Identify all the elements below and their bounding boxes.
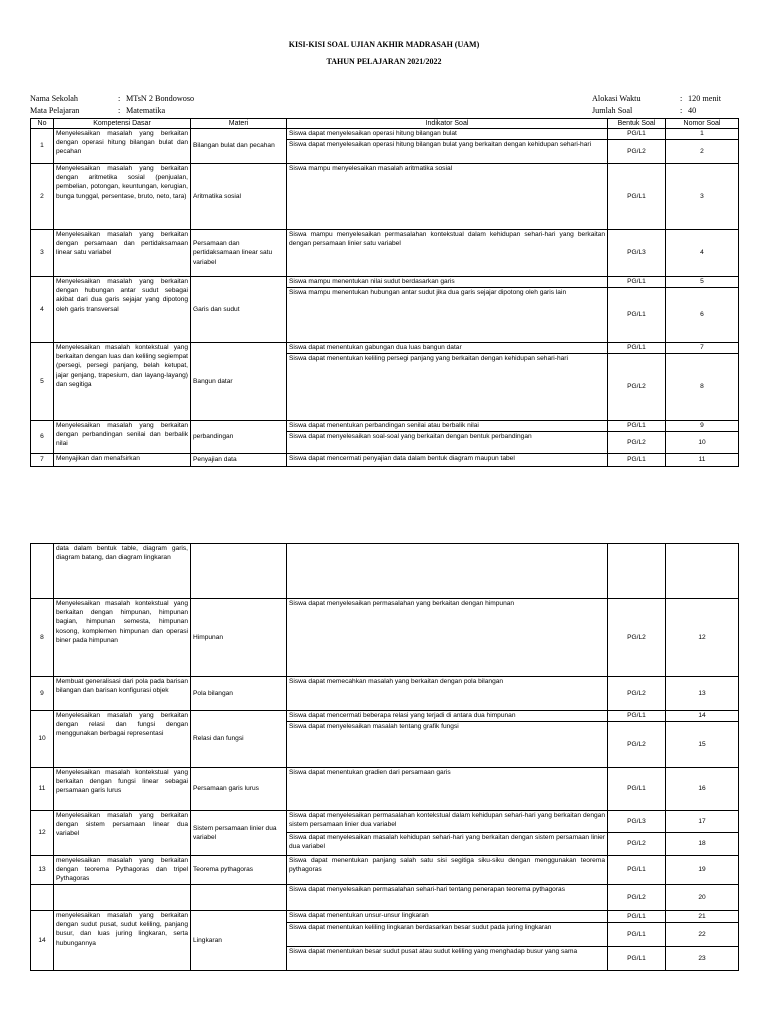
materi-cell [191,454,287,467]
nomor-cell [666,711,739,722]
materi-cell-text: Bilangan bulat dan pecahan [193,142,275,150]
document-title: KISI-KISI SOAL UJIAN AKHIR MADRASAH (UAM) [288,40,480,49]
indikator-cell [287,288,608,343]
no-cell [31,421,54,454]
bentuk-cell-text: PG/L1 [627,954,646,962]
nomor-cell [666,599,739,677]
indikator-cell-text: Siswa mampu menyelesaikan masalah aritmatika sosial [289,165,453,172]
materi-cell [191,129,287,164]
no-cell-text: 4 [40,305,44,313]
nomor-cell-text: 10 [698,438,706,446]
materi-cell [191,711,287,768]
kd-cell-text: Menyelesaikan masalah yang berkaitan dengan relasi dan fungsi dengan menggunakan berbagai representasi [56,712,188,738]
no-cell [31,544,54,599]
no-cell [31,230,54,277]
nomor-cell [666,288,739,343]
indikator-cell-text: Siswa dapat menentukan gabungan dua luas bangun datar [289,344,462,351]
materi-cell-text: Bangun datar [193,377,233,385]
nomor-cell-text: 18 [698,840,706,848]
table-row [31,343,739,354]
no-cell [31,164,54,230]
materi-cell-text: Penyajian data [193,456,237,464]
indikator-cell-text: Siswa dapat menyelesaikan masalah tentang grafik fungsi [289,723,459,730]
indikator-cell [287,354,608,421]
kd-cell [54,677,191,711]
indikator-cell-text: Siswa dapat menyelesaikan permasalahan sehari-hari tentang penerapan teorema pythagoras [289,886,566,893]
no-cell [31,677,54,711]
kd-cell [54,856,191,885]
kd-cell-text: Menyelesaikan masalah yang berkaitan dengan perbandingan senilai dan berbalik nilai [56,422,188,448]
nomor-cell-text: 13 [698,689,706,697]
bentuk-cell [608,599,666,677]
indikator-cell [287,923,608,947]
bentuk-cell [608,288,666,343]
materi-cell-text: Relasi dan fungsi [193,735,244,743]
materi-cell-text: Persamaan garis lurus [193,785,259,793]
subject-label: Mata Pelajaran [30,106,80,115]
kd-cell [54,911,191,971]
nomor-cell [666,230,739,277]
document-subtitle: TAHUN PELAJARAN 2021/2022 [326,57,442,66]
bentuk-cell [608,923,666,947]
indikator-cell [287,129,608,140]
table-row [31,677,739,711]
no-cell-text: 2 [40,192,44,200]
indikator-cell [287,722,608,768]
nomor-cell-text: 19 [698,866,706,874]
no-cell-text: 3 [40,249,44,257]
nomor-cell-text: 14 [698,712,706,720]
indikator-cell-text: Siswa dapat menyelesaikan permasalahan yang berkaitan dengan himpunan [289,600,515,607]
kd-cell-text: menyelesaikan masalah yang berkaitan dengan sudut pusat, sudut keliling, panjang busur, dan luas juring lingkaran, serta hubungannya [56,912,188,947]
indikator-cell-text: Siswa dapat menyelesaikan permasalahan kontekstual dalam kehidupan sehari-hari yang berkaitan dengan sistem persamaan linier dua variabel [289,812,605,829]
no-cell-text: 5 [40,377,44,385]
bentuk-cell-text: PG/L2 [627,840,646,848]
bentuk-cell-text: PG/L2 [627,893,646,901]
bentuk-cell [608,856,666,885]
materi-cell [191,164,287,230]
table-row [31,129,739,140]
materi-cell [191,544,287,599]
bentuk-cell [608,129,666,140]
indikator-cell [287,811,608,833]
bentuk-cell-text: PG/L1 [627,311,646,319]
bentuk-cell [608,947,666,971]
indikator-cell [287,768,608,811]
table-row [31,164,739,230]
indikator-cell-text: Siswa dapat menentukan keliling persegi panjang yang berkaitan dengan kehidupan sehari-hari [289,355,568,362]
table-header-row [31,119,739,129]
time-label: Alokasi Waktu [592,94,641,103]
subject-value: Matematika [126,106,166,115]
bentuk-cell [608,885,666,911]
no-cell [31,885,54,911]
table-part-2 [30,543,739,971]
table-row [31,811,739,833]
nomor-cell [666,768,739,811]
kd-cell [54,343,191,421]
no-cell [31,711,54,768]
table-row [31,454,739,467]
materi-cell-text: Persamaan dan pertidaksamaan linear satu variabel [193,240,273,266]
bentuk-cell-text: PG/L1 [627,456,646,464]
table-part-1 [30,118,739,467]
no-cell-text: 13 [38,866,46,874]
materi-cell [191,277,287,343]
materi-cell [191,343,287,421]
nomor-cell-text: 23 [698,954,706,962]
count-label: Jumlah Soal [592,106,633,115]
nomor-cell-text: 6 [700,311,704,319]
header-bentuk-soal: Bentuk Soal [608,119,666,129]
materi-cell-text: Himpunan [193,633,224,641]
nomor-cell [666,277,739,288]
indikator-cell-text: Siswa dapat menentukan gradien dari persamaan garis [289,769,451,776]
nomor-cell-text: 20 [698,893,706,901]
table-row [31,885,739,911]
bentuk-cell [608,454,666,467]
materi-cell-text: Lingkaran [193,936,222,944]
indikator-cell-text: Siswa dapat menentukan panjang salah satu sisi segitiga siku-siku dengan menggunakan teorema pythagoras [289,857,605,874]
school-value: MTsN 2 Bondowoso [126,94,195,103]
indikator-cell [287,677,608,711]
indikator-cell [287,911,608,923]
materi-cell [191,811,287,856]
table-row [31,711,739,722]
no-cell [31,599,54,677]
kd-cell-text: Menyelesaikan masalah yang berkaitan dengan hubungan antar sudut sebagai akibat dari dua garis sejajar yang dipotong oleh garis transversal [56,278,188,313]
no-cell [31,277,54,343]
nomor-cell-text: 5 [700,278,704,286]
kd-cell-text: Menyelesaikan masalah kontekstual yang berkaitan dengan himpunan, himpunan bagian, himpunan semesta, himpunan kosong, komplemen himpunan dan operasi biner pada himpunan [56,600,188,644]
indikator-cell-text: Siswa dapat menyelesaikan operasi hitung bilangan bulat [289,130,457,137]
bentuk-cell-text: PG/L2 [627,383,646,391]
kd-cell [54,885,191,911]
kd-cell-text: Menyelesaikan masalah yang berkaitan dengan persamaan dan pertidaksamaan linear satu variabel [56,231,188,257]
nomor-cell [666,811,739,833]
nomor-cell [666,885,739,911]
nomor-cell [666,833,739,856]
kd-cell [54,277,191,343]
nomor-cell-text: 7 [700,344,704,352]
no-cell-text: 14 [38,936,46,944]
nomor-cell [666,856,739,885]
bentuk-cell-text: PG/L1 [627,712,646,720]
bentuk-cell-text: PG/L2 [627,438,646,446]
materi-cell [191,885,287,911]
nomor-cell-text: 12 [698,633,706,641]
kd-cell-text: Menyelesaikan masalah yang berkaitan dengan sistem persamaan linear dua variabel [56,812,188,838]
indikator-cell [287,432,608,454]
indikator-cell [287,885,608,911]
materi-cell [191,768,287,811]
kd-cell-text: Menyelesaikan masalah yang berkaitan dengan operasi hitung bilangan bulat dan pecahan [56,130,188,156]
kd-cell [54,811,191,856]
nomor-cell-text: 11 [698,456,706,464]
indikator-cell-text: Siswa dapat mencermati penyajian data dalam bentuk diagram maupun tabel [289,455,515,462]
no-cell-text: 11 [38,785,46,793]
indikator-cell-text: Siswa dapat menentukan besar sudut pusat atau sudut keliling yang menghadap busur yang sama [289,948,578,955]
bentuk-cell-text: PG/L1 [627,866,646,874]
kd-cell [54,421,191,454]
bentuk-cell-text: PG/L1 [627,130,646,138]
indikator-cell [287,599,608,677]
kd-cell-text: Menyelesaikan masalah kontekstual yang berkaitan dengan luas dan keliling segiempat (persegi, persegi panjang, belah ketupat, jajar genjang, trapesium, dan layang-layang) dan segitiga [56,344,188,388]
nomor-cell [666,722,739,768]
table-row [31,911,739,923]
bentuk-cell-text: PG/L3 [627,249,646,257]
kd-cell [54,544,191,599]
no-cell-text: 10 [38,735,46,743]
no-cell-text: 1 [40,142,44,150]
no-cell [31,768,54,811]
no-cell [31,856,54,885]
no-cell [31,129,54,164]
table-row [31,277,739,288]
indikator-cell [287,454,608,467]
bentuk-cell-text: PG/L1 [627,344,646,352]
indikator-cell [287,947,608,971]
indikator-cell-text: Siswa dapat menentukan keliling lingkaran berdasarkan besar sudut pada juring lingkaran [289,924,552,931]
bentuk-cell [608,811,666,833]
materi-cell [191,421,287,454]
bentuk-cell-text: PG/L3 [627,817,646,825]
table-row [31,421,739,432]
nomor-cell-text: 17 [698,817,706,825]
time-value: 120 menit [688,94,721,103]
header-kompetensi-dasar: Kompetensi Dasar [54,119,191,129]
table-row [31,768,739,811]
time-colon: : [680,94,683,103]
materi-cell-text: Sistem persamaan linier dua variabel [193,824,277,841]
nomor-cell-text: 2 [700,147,704,155]
indikator-cell-text: Siswa mampu menentukan nilai sudut berdasarkan garis [289,278,455,285]
nomor-cell-text: 21 [698,912,706,920]
materi-cell-text: Aritmatika sosial [193,192,242,200]
nomor-cell [666,432,739,454]
table-row [31,856,739,885]
indikator-cell [287,140,608,164]
bentuk-cell [608,722,666,768]
materi-cell [191,677,287,711]
table-row [31,544,739,599]
nomor-cell-text: 15 [698,740,706,748]
nomor-cell [666,454,739,467]
school-colon: : [118,94,121,103]
indikator-cell [287,343,608,354]
nomor-cell-text: 22 [698,930,706,938]
no-cell [31,811,54,856]
kd-cell [54,454,191,467]
nomor-cell [666,677,739,711]
nomor-cell [666,343,739,354]
no-cell-text: 7 [40,456,44,464]
kd-cell-text: menyelesaikan masalah yang berkaitan dengan teorema Pythagoras dan tripel Pythagoras [56,857,188,883]
bentuk-cell-text: PG/L2 [627,689,646,697]
nomor-cell-text: 16 [698,785,706,793]
bentuk-cell [608,277,666,288]
nomor-cell [666,129,739,140]
bentuk-cell [608,140,666,164]
indikator-cell [287,421,608,432]
bentuk-cell [608,768,666,811]
bentuk-cell [608,164,666,230]
nomor-cell [666,140,739,164]
no-cell-text: 9 [40,689,44,697]
bentuk-cell-text: PG/L1 [627,278,646,286]
no-cell-text: 6 [40,433,44,441]
indikator-cell [287,833,608,856]
no-cell [31,343,54,421]
bentuk-cell [608,544,666,599]
indikator-cell-text: Siswa dapat memecahkan masalah yang berkaitan dengan pola bilangan [289,678,504,685]
bentuk-cell-text: PG/L1 [627,422,646,430]
bentuk-cell [608,711,666,722]
nomor-cell [666,164,739,230]
no-cell-text: 8 [40,633,44,641]
indikator-cell-text: Siswa dapat menyelesaikan soal-soal yang berkaitan dengan bentuk perbandingan [289,433,532,440]
bentuk-cell [608,230,666,277]
count-value: 40 [688,106,697,115]
materi-cell-text: Teorema pythagoras [193,866,254,874]
indikator-cell [287,711,608,722]
nomor-cell-text: 1 [700,130,704,138]
kd-cell [54,230,191,277]
subject-colon: : [118,106,121,115]
indikator-cell-text: Siswa mampu menentukan hubungan antar sudut jika dua garis sejajar dipotong oleh garis lain [289,289,567,296]
bentuk-cell [608,677,666,711]
indikator-cell [287,544,608,599]
materi-cell-text: Garis dan sudut [193,305,240,313]
indikator-cell-text: Siswa dapat menyelesaikan masalah kehidupan sehari-hari yang berkaitan dengan sistem persamaan linier dua variabel [289,834,605,851]
bentuk-cell-text: PG/L2 [627,633,646,641]
nomor-cell [666,911,739,923]
header-materi: Materi [191,119,287,129]
bentuk-cell [608,343,666,354]
indikator-cell-text: Siswa dapat menentukan perbandingan senilai atau berbalik nilai [289,422,479,429]
materi-cell-text: Pola bilangan [193,689,233,697]
table-row [31,230,739,277]
bentuk-cell [608,833,666,856]
kd-cell [54,599,191,677]
materi-cell [191,856,287,885]
header-indikator-soal: Indikator Soal [287,119,608,129]
indikator-cell [287,230,608,277]
kd-cell-text: Menyelesaikan masalah yang berkaitan dengan aritmetika sosial (penjualan, pembelian, potongan, keuntungan, kerugian, bunga tunggal, persentase, bruto, neto, tara) [56,165,188,200]
table-row [31,599,739,677]
materi-cell-text: perbandingan [193,433,234,441]
kd-cell-text: data dalam bentuk table, diagram garis, diagram batang, dan diagram lingkaran [56,545,188,562]
materi-cell [191,230,287,277]
indikator-cell-text: Siswa mampu menyelesaikan permasalahan kontekstual dalam kehidupan sehari-hari yang berkaitan dengan persamaan linier satu variabel [289,231,605,248]
nomor-cell-text: 9 [700,422,704,430]
bentuk-cell-text: PG/L2 [627,740,646,748]
count-colon: : [680,106,683,115]
nomor-cell [666,421,739,432]
no-cell [31,454,54,467]
header-nomor-soal: Nomor Soal [666,119,739,129]
bentuk-cell-text: PG/L1 [627,912,646,920]
kd-cell [54,164,191,230]
kd-cell [54,768,191,811]
header-no: No [31,119,54,129]
indikator-cell-text: Siswa dapat mencermati beberapa relasi yang terjadi di antara dua himpunan [289,712,516,719]
nomor-cell-text: 3 [700,192,704,200]
bentuk-cell-text: PG/L1 [627,930,646,938]
school-label: Nama Sekolah [30,94,78,103]
no-cell-text: 12 [38,829,46,837]
nomor-cell [666,947,739,971]
indikator-cell [287,164,608,230]
nomor-cell [666,544,739,599]
bentuk-cell [608,421,666,432]
indikator-cell-text: Siswa dapat menentukan unsur-unsur lingkaran [289,912,429,919]
kd-cell [54,711,191,768]
kd-cell-text: Menyajikan dan menafsirkan [56,455,140,462]
indikator-cell [287,856,608,885]
nomor-cell-text: 4 [700,249,704,257]
materi-cell [191,599,287,677]
nomor-cell [666,923,739,947]
kd-cell-text: Menyelesaikan masalah kontekstual yang berkaitan dengan fungsi linear sebagai persamaan garis lurus [56,769,188,795]
materi-cell [191,911,287,971]
nomor-cell [666,354,739,421]
bentuk-cell [608,432,666,454]
indikator-cell-text: Siswa dapat menyelesaikan operasi hitung bilangan bulat yang berkaitan dengan kehidupan sehari-hari [289,141,592,148]
nomor-cell-text: 8 [700,383,704,391]
kd-cell-text: Membuat generalisasi dari pola pada barisan bilangan dan barisan konfigurasi objek [56,678,188,695]
no-cell [31,911,54,971]
kd-cell [54,129,191,164]
bentuk-cell-text: PG/L1 [627,192,646,200]
bentuk-cell-text: PG/L1 [627,785,646,793]
bentuk-cell [608,354,666,421]
indikator-cell [287,277,608,288]
bentuk-cell [608,911,666,923]
bentuk-cell-text: PG/L2 [627,147,646,155]
